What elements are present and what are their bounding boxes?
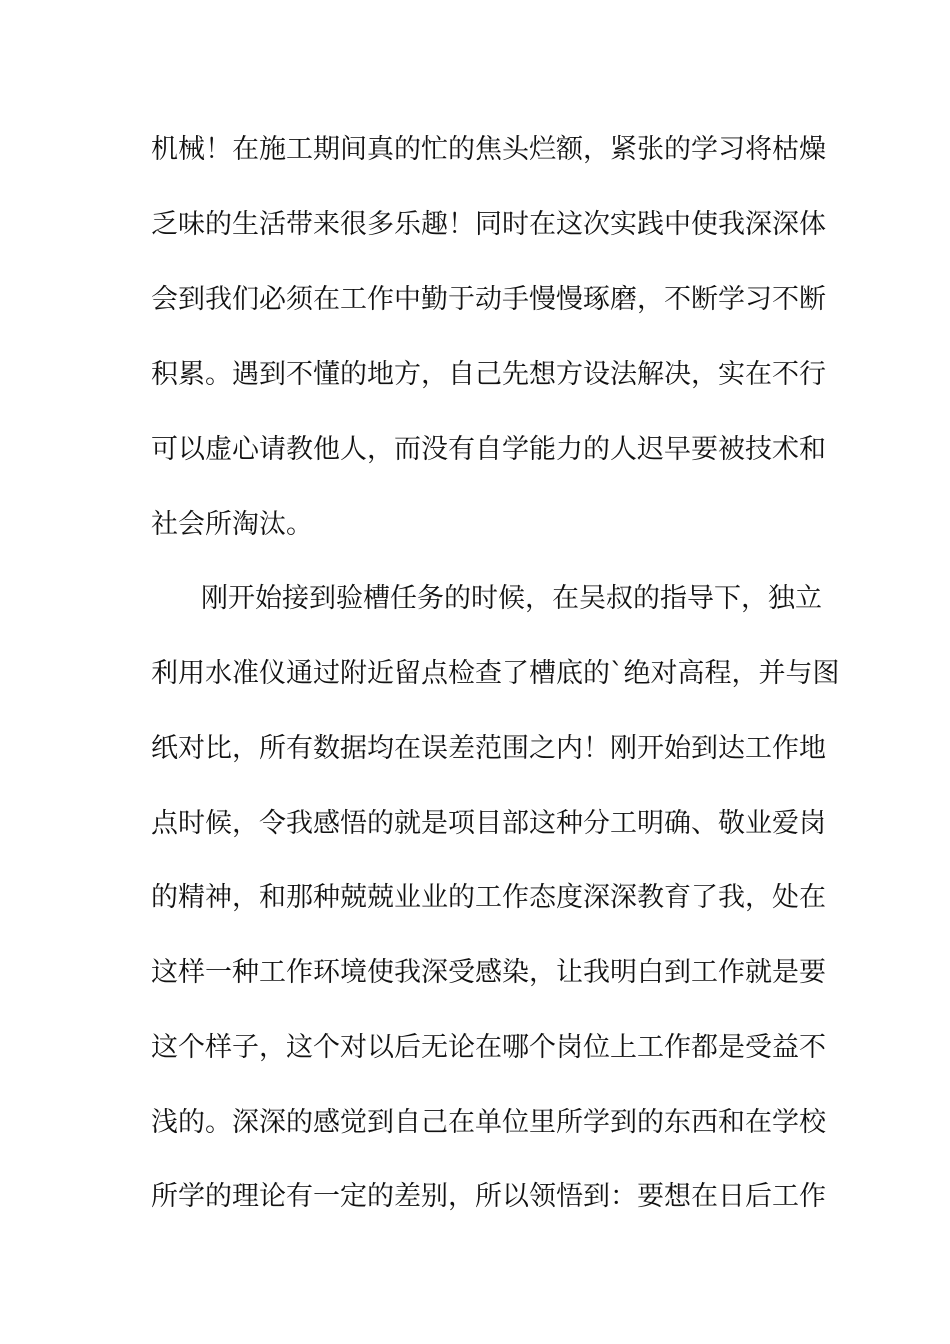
text-line: 机械！在施工期间真的忙的焦头烂额，紧张的学习将枯燥 [151, 134, 826, 165]
text-line: 社会所淘汰。 [151, 509, 313, 540]
text-line: 点时候，令我感悟的就是项目部这种分工明确、敬业爱岗 [151, 808, 826, 839]
text-line: 所学的理论有一定的差别，所以领悟到：要想在日后工作 [151, 1181, 826, 1212]
text-line: 纸对比，所有数据均在误差范围之内！刚开始到达工作地 [151, 733, 826, 764]
text-line: 乏味的生活带来很多乐趣！同时在这次实践中使我深深体 [151, 209, 826, 240]
text-line: 这个样子，这个对以后无论在哪个岗位上工作都是受益不 [151, 1032, 826, 1063]
text-line: 这样一种工作环境使我深受感染，让我明白到工作就是要 [151, 957, 826, 988]
text-line: 利用水准仪通过附近留点检查了槽底的`绝对高程，并与图 [151, 658, 840, 689]
text-line: 的精神，和那种兢兢业业的工作态度深深教育了我，处在 [151, 882, 826, 913]
text-line: 浅的。深深的感觉到自己在单位里所学到的东西和在学校 [151, 1107, 826, 1138]
text-line: 可以虚心请教他人，而没有自学能力的人迟早要被技术和 [151, 434, 826, 465]
text-line: 积累。遇到不懂的地方，自己先想方设法解决，实在不行 [151, 359, 826, 390]
text-line: 会到我们必须在工作中勤于动手慢慢琢磨，不断学习不断 [151, 284, 826, 315]
text-line: 刚开始接到验槽任务的时候，在吴叔的指导下，独立 [201, 583, 822, 614]
